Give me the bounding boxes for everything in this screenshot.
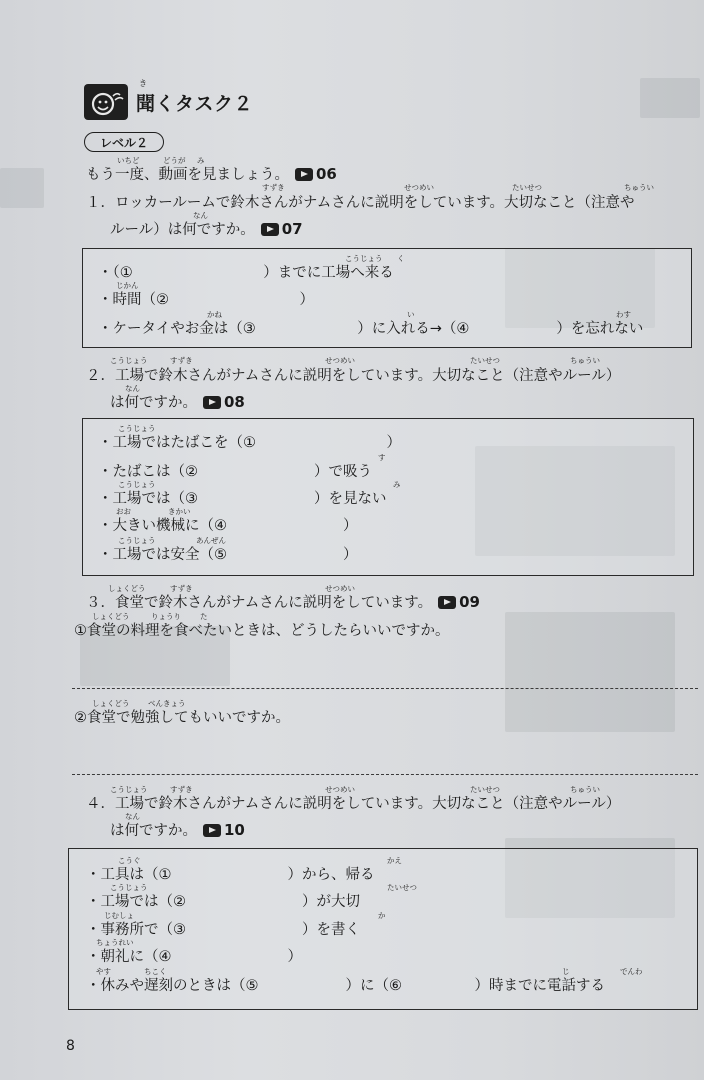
fill-in-item: ・（① ）までに工場へ来る xyxy=(98,265,394,281)
answer-line xyxy=(72,688,698,689)
furigana: なん xyxy=(193,211,208,220)
audio-play-icon[interactable] xyxy=(438,596,456,609)
question-4-line-1: ４．工場で鈴木さんがナムさんに説明をしています。大切なこと（注意やルール） xyxy=(86,796,621,812)
furigana: み xyxy=(393,480,401,489)
furigana: でんわ xyxy=(620,967,643,976)
fill-in-item: ・工場では安全（⑤ ） xyxy=(98,547,358,563)
furigana: た xyxy=(200,612,208,621)
ear-listening-icon xyxy=(84,84,128,120)
show-through-block xyxy=(640,78,700,118)
furigana: すずき xyxy=(262,183,285,192)
fill-in-item: ・工場では（② ）が大切 xyxy=(86,894,360,910)
furigana: こうじょう xyxy=(110,785,148,794)
furigana: りょうり xyxy=(151,612,181,621)
title-furigana: き xyxy=(139,78,148,88)
furigana: せつめい xyxy=(325,356,355,365)
answer-line xyxy=(72,774,698,775)
furigana: ちゅうい xyxy=(570,356,600,365)
furigana: ちこく xyxy=(144,967,167,976)
intro-instruction xyxy=(86,163,337,184)
furigana: かね xyxy=(207,310,222,319)
fill-in-item: ・工具は（① ）から、帰る xyxy=(86,867,375,883)
track-number: 06 xyxy=(316,165,337,183)
furigana: なん xyxy=(125,384,140,393)
furigana: こうじょう xyxy=(118,536,156,545)
furigana: す xyxy=(378,453,386,462)
furigana: こうじょう xyxy=(110,356,148,365)
track-number: 08 xyxy=(224,393,245,411)
furigana: い xyxy=(407,310,415,319)
fill-in-item: ・工場では（③ ）を見ない xyxy=(98,491,387,507)
level-badge: レベル２ xyxy=(84,132,164,152)
furigana: いちど xyxy=(117,156,140,165)
fill-in-item: ・たばこは（② ）で吸う xyxy=(98,464,372,480)
fill-in-item: ・朝礼に（④ ） xyxy=(86,949,302,965)
furigana: たいせつ xyxy=(470,785,500,794)
question-3-line-1 xyxy=(86,591,480,612)
furigana: かえ xyxy=(387,856,402,865)
furigana: しょくどう xyxy=(92,612,130,621)
show-through-block xyxy=(505,612,675,732)
furigana: こうじょう xyxy=(110,883,148,892)
section-header xyxy=(84,78,254,120)
furigana: ちゅうい xyxy=(624,183,654,192)
track-number: 10 xyxy=(224,821,245,839)
furigana: やす xyxy=(96,967,111,976)
furigana: たいせつ xyxy=(387,883,417,892)
furigana: じ xyxy=(562,967,570,976)
question-3-text: ３．食堂で鈴木さんがナムさんに説明をしています。 xyxy=(86,595,433,611)
furigana: く xyxy=(397,254,405,263)
question-1-line-2 xyxy=(110,218,303,239)
fill-in-item: ・工場ではたばこを（① ） xyxy=(98,435,401,451)
furigana: あんぜん xyxy=(196,536,226,545)
furigana: おお xyxy=(116,507,131,516)
question-3-sub-1: ①食堂の料理を食べたいときは、どうしたらいいですか。 xyxy=(74,623,450,639)
furigana: どうが xyxy=(163,156,186,165)
furigana: こうじょう xyxy=(118,424,156,433)
page-number: 8 xyxy=(66,1038,75,1054)
furigana: こうぐ xyxy=(118,856,141,865)
question-2-line-2 xyxy=(110,391,245,412)
fill-in-item: ・大きい機械に（④ ） xyxy=(98,518,358,534)
title-text: 聞くタスク２ xyxy=(136,92,254,115)
furigana: しょくどう xyxy=(108,584,146,593)
question-4-line-2 xyxy=(110,819,245,840)
furigana: なん xyxy=(125,812,140,821)
audio-play-icon[interactable] xyxy=(261,223,279,236)
furigana: み xyxy=(197,156,205,165)
furigana: ちょうれい xyxy=(96,938,134,947)
furigana: ちゅうい xyxy=(570,785,600,794)
track-number: 09 xyxy=(459,593,480,611)
furigana: べんきょう xyxy=(148,699,186,708)
furigana: こうじょう xyxy=(118,480,156,489)
furigana: か xyxy=(378,911,386,920)
track-number: 07 xyxy=(281,220,303,238)
question-3-sub-2: ②食堂で勉強してもいいですか。 xyxy=(74,710,290,726)
furigana: しょくどう xyxy=(92,699,130,708)
furigana: たいせつ xyxy=(512,183,542,192)
audio-play-icon[interactable] xyxy=(295,168,313,181)
question-2-line-1: ２．工場で鈴木さんがナムさんに説明をしています。大切なこと（注意やルール） xyxy=(86,368,621,384)
furigana: たいせつ xyxy=(470,356,500,365)
audio-play-icon[interactable] xyxy=(203,824,221,837)
fill-in-item: ・時間（② ） xyxy=(98,292,314,308)
furigana: じむしょ xyxy=(104,911,134,920)
question-4-text: は何ですか。 xyxy=(110,823,197,839)
furigana: きかい xyxy=(168,507,191,516)
furigana: せつめい xyxy=(325,584,355,593)
page-title xyxy=(136,78,254,116)
furigana: すずき xyxy=(170,785,193,794)
question-1-line-1: １．ロッカールームで鈴木さんがナムさんに説明をしています。大切なこと（注意や xyxy=(86,195,635,211)
question-2-text: は何ですか。 xyxy=(110,395,197,411)
show-through-block xyxy=(0,168,44,208)
furigana: せつめい xyxy=(404,183,434,192)
question-1-text: ルール）は何ですか。 xyxy=(110,222,255,238)
furigana: すずき xyxy=(170,584,193,593)
intro-text: もう一度、動画を見ましょう。 xyxy=(86,167,289,183)
fill-in-item: ・休みや遅刻のときは（⑤ ）に（⑥ ）時までに電話する xyxy=(86,978,605,994)
fill-in-item: ・ケータイやお金は（③ ）に入れる→（④ ）を忘れない xyxy=(98,321,644,337)
furigana: せつめい xyxy=(325,785,355,794)
furigana: わす xyxy=(616,310,631,319)
furigana: こうじょう xyxy=(345,254,383,263)
furigana: すずき xyxy=(170,356,193,365)
audio-play-icon[interactable] xyxy=(203,396,221,409)
fill-in-item: ・事務所で（③ ）を書く xyxy=(86,922,360,938)
furigana: じかん xyxy=(116,281,139,290)
